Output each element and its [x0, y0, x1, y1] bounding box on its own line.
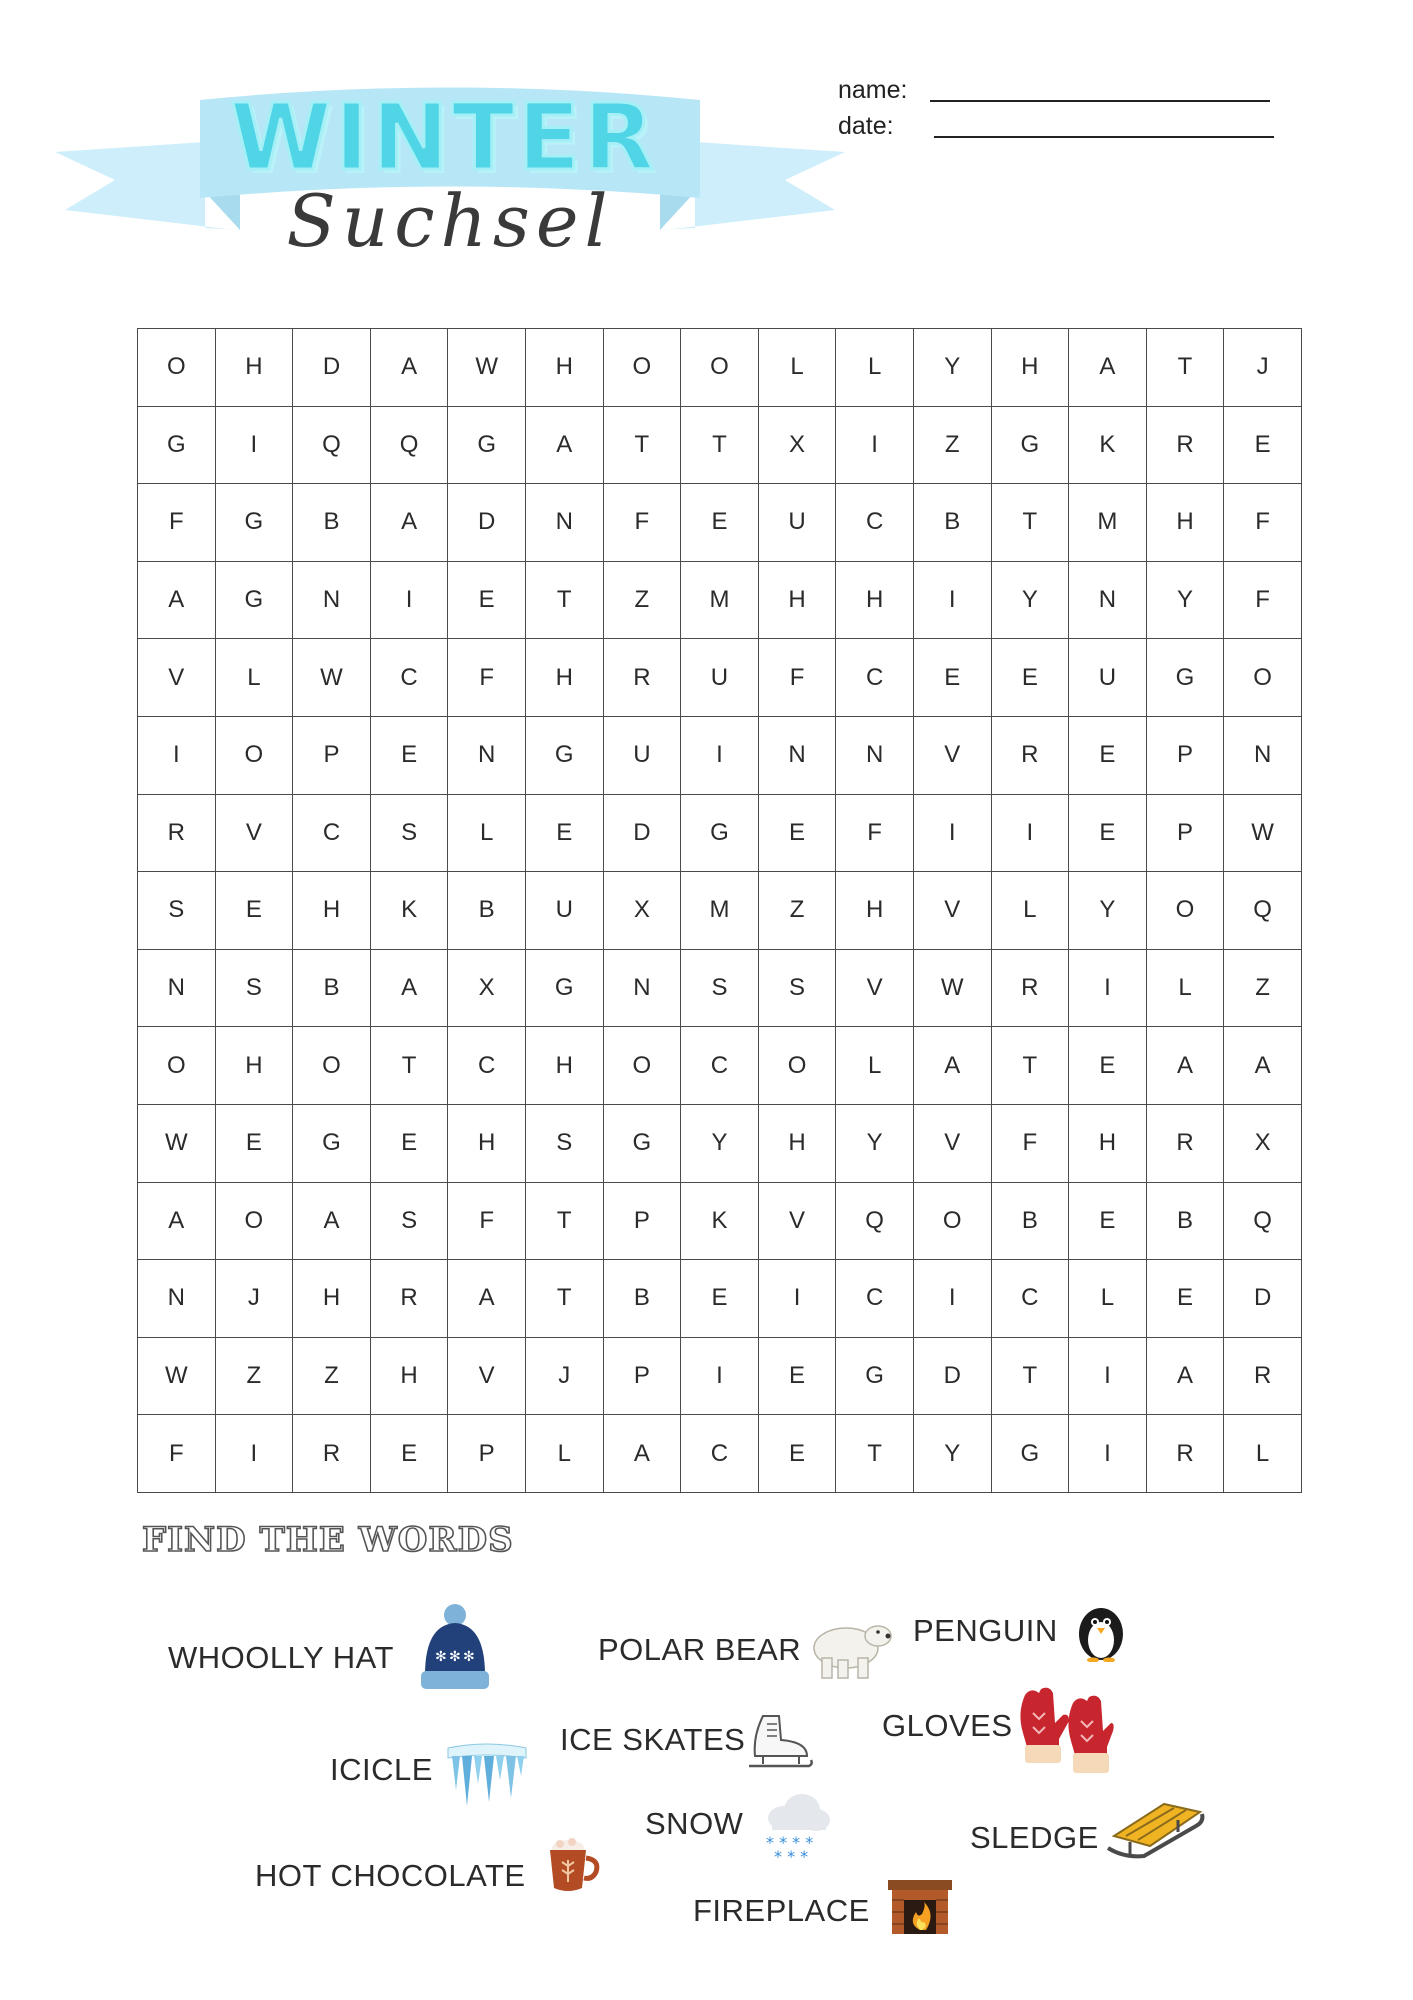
grid-cell[interactable]: N: [525, 484, 603, 562]
grid-cell[interactable]: E: [758, 1337, 836, 1415]
grid-cell[interactable]: E: [1069, 1027, 1147, 1105]
grid-cell[interactable]: S: [525, 1104, 603, 1182]
grid-cell[interactable]: M: [681, 872, 759, 950]
fireplace-icon: [886, 1878, 954, 1936]
grid-cell[interactable]: A: [1069, 329, 1147, 407]
grid-cell[interactable]: L: [1146, 949, 1224, 1027]
grid-cell[interactable]: A: [370, 484, 448, 562]
grid-cell[interactable]: Q: [370, 406, 448, 484]
grid-cell[interactable]: R: [1146, 1104, 1224, 1182]
svg-text:✻: ✻: [435, 1649, 447, 1665]
grid-cell[interactable]: C: [681, 1027, 759, 1105]
grid-row: [138, 329, 1302, 407]
grid-cell[interactable]: W: [1224, 794, 1302, 872]
grid-cell[interactable]: S: [681, 949, 759, 1027]
grid-cell[interactable]: P: [1146, 716, 1224, 794]
grid-cell[interactable]: A: [1224, 1027, 1302, 1105]
grid-cell[interactable]: M: [1069, 484, 1147, 562]
grid-cell[interactable]: H: [293, 1260, 371, 1338]
grid-row: [138, 406, 1302, 484]
grid-cell[interactable]: J: [1224, 329, 1302, 407]
word-snow: SNOW: [645, 1806, 744, 1841]
grid-cell[interactable]: N: [138, 1260, 216, 1338]
grid-cell[interactable]: B: [448, 872, 526, 950]
grid-cell[interactable]: R: [370, 1260, 448, 1338]
grid-cell[interactable]: A: [293, 1182, 371, 1260]
word-search-grid: [137, 328, 1302, 1493]
grid-row: [138, 1415, 1302, 1493]
grid-cell[interactable]: U: [603, 716, 681, 794]
grid-cell[interactable]: O: [138, 329, 216, 407]
grid-cell[interactable]: V: [913, 872, 991, 950]
page-subtitle: Suchsel: [286, 179, 614, 263]
grid-cell[interactable]: L: [758, 329, 836, 407]
grid-cell[interactable]: Z: [215, 1337, 293, 1415]
grid-cell[interactable]: T: [991, 1027, 1069, 1105]
svg-text:✻: ✻: [463, 1649, 475, 1665]
grid-cell[interactable]: W: [913, 949, 991, 1027]
grid-cell[interactable]: R: [293, 1415, 371, 1493]
grid-cell[interactable]: U: [525, 872, 603, 950]
name-field[interactable]: [930, 100, 1270, 102]
grid-cell[interactable]: S: [758, 949, 836, 1027]
grid-row: [138, 794, 1302, 872]
sledge-icon: [1104, 1796, 1208, 1866]
word-sledge: SLEDGE: [970, 1820, 1099, 1855]
grid-cell[interactable]: Z: [603, 561, 681, 639]
grid-cell[interactable]: A: [370, 329, 448, 407]
grid-cell[interactable]: V: [138, 639, 216, 717]
grid-cell[interactable]: G: [991, 1415, 1069, 1493]
grid-cell[interactable]: F: [1224, 484, 1302, 562]
grid-cell[interactable]: H: [836, 872, 914, 950]
grid-cell[interactable]: G: [293, 1104, 371, 1182]
grid-cell[interactable]: Y: [1069, 872, 1147, 950]
grid-cell[interactable]: N: [603, 949, 681, 1027]
grid-cell[interactable]: D: [913, 1337, 991, 1415]
hot-chocolate-icon: [540, 1832, 604, 1896]
grid-cell[interactable]: H: [525, 329, 603, 407]
grid-cell[interactable]: S: [138, 872, 216, 950]
grid-cell[interactable]: H: [758, 1104, 836, 1182]
grid-cell[interactable]: Q: [1224, 1182, 1302, 1260]
grid-cell[interactable]: I: [991, 794, 1069, 872]
grid-cell[interactable]: F: [836, 794, 914, 872]
snow-cloud-icon: [760, 1790, 834, 1864]
grid-cell[interactable]: A: [138, 1182, 216, 1260]
grid-cell[interactable]: M: [681, 561, 759, 639]
grid-cell[interactable]: A: [1146, 1337, 1224, 1415]
grid-cell[interactable]: P: [603, 1182, 681, 1260]
grid-cell[interactable]: V: [913, 1104, 991, 1182]
grid-cell[interactable]: C: [836, 639, 914, 717]
grid-cell[interactable]: O: [758, 1027, 836, 1105]
svg-text:✻: ✻: [449, 1649, 461, 1665]
word-ice-skates: ICE SKATES: [560, 1722, 746, 1757]
grid-cell[interactable]: G: [138, 406, 216, 484]
grid-cell[interactable]: A: [1146, 1027, 1224, 1105]
grid-cell[interactable]: F: [1224, 561, 1302, 639]
grid-cell[interactable]: J: [525, 1337, 603, 1415]
grid-cell[interactable]: F: [991, 1104, 1069, 1182]
gloves-icon: [1015, 1683, 1115, 1781]
grid-cell[interactable]: C: [836, 484, 914, 562]
grid-cell[interactable]: F: [138, 1415, 216, 1493]
grid-cell[interactable]: B: [603, 1260, 681, 1338]
grid-cell[interactable]: Z: [758, 872, 836, 950]
grid-cell[interactable]: V: [913, 716, 991, 794]
word-polar-bear: POLAR BEAR: [598, 1632, 802, 1667]
grid-cell[interactable]: O: [1224, 639, 1302, 717]
grid-cell[interactable]: C: [448, 1027, 526, 1105]
grid-cell[interactable]: A: [448, 1260, 526, 1338]
grid-cell[interactable]: L: [836, 329, 914, 407]
name-label: name:: [838, 76, 908, 104]
grid-cell[interactable]: B: [1146, 1182, 1224, 1260]
grid-cell[interactable]: H: [293, 872, 371, 950]
grid-cell[interactable]: T: [836, 1415, 914, 1493]
grid-cell[interactable]: E: [1069, 716, 1147, 794]
grid-cell[interactable]: E: [370, 1415, 448, 1493]
grid-cell[interactable]: Z: [913, 406, 991, 484]
grid-cell[interactable]: O: [138, 1027, 216, 1105]
grid-cell[interactable]: L: [836, 1027, 914, 1105]
grid-cell[interactable]: Y: [836, 1104, 914, 1182]
date-field[interactable]: [934, 136, 1274, 138]
grid-cell[interactable]: F: [448, 639, 526, 717]
grid-cell[interactable]: T: [991, 484, 1069, 562]
grid-cell[interactable]: I: [1069, 1337, 1147, 1415]
grid-cell[interactable]: E: [370, 1104, 448, 1182]
grid-cell[interactable]: T: [525, 1260, 603, 1338]
grid-cell[interactable]: V: [758, 1182, 836, 1260]
grid-cell[interactable]: G: [215, 484, 293, 562]
grid-cell[interactable]: N: [293, 561, 371, 639]
grid-cell[interactable]: I: [913, 1260, 991, 1338]
grid-cell[interactable]: I: [1069, 1415, 1147, 1493]
grid-cell[interactable]: S: [215, 949, 293, 1027]
grid-cell[interactable]: G: [681, 794, 759, 872]
grid-cell[interactable]: V: [836, 949, 914, 1027]
grid-cell[interactable]: T: [681, 406, 759, 484]
grid-cell[interactable]: R: [991, 716, 1069, 794]
grid-cell[interactable]: N: [1069, 561, 1147, 639]
grid-cell[interactable]: I: [138, 716, 216, 794]
grid-cell[interactable]: P: [603, 1337, 681, 1415]
beanie-icon: [415, 1603, 495, 1693]
penguin-icon: [1073, 1600, 1129, 1662]
grid-cell[interactable]: I: [758, 1260, 836, 1338]
grid-row: [138, 872, 1302, 950]
grid-cell[interactable]: K: [1069, 406, 1147, 484]
grid-cell[interactable]: L: [1069, 1260, 1147, 1338]
grid-cell[interactable]: I: [681, 1337, 759, 1415]
grid-cell[interactable]: R: [1224, 1337, 1302, 1415]
grid-row: [138, 1337, 1302, 1415]
grid-cell[interactable]: O: [1146, 872, 1224, 950]
grid-cell[interactable]: G: [991, 406, 1069, 484]
grid-cell[interactable]: X: [1224, 1104, 1302, 1182]
grid-cell[interactable]: B: [293, 484, 371, 562]
grid-row: [138, 484, 1302, 562]
grid-cell[interactable]: G: [525, 716, 603, 794]
grid-cell[interactable]: W: [138, 1337, 216, 1415]
grid-cell[interactable]: O: [681, 329, 759, 407]
grid-cell[interactable]: I: [913, 794, 991, 872]
grid-cell[interactable]: T: [991, 1337, 1069, 1415]
grid-cell[interactable]: E: [1069, 794, 1147, 872]
grid-cell[interactable]: Y: [913, 329, 991, 407]
page-title: WINTER: [230, 84, 658, 191]
grid-cell[interactable]: P: [293, 716, 371, 794]
grid-cell[interactable]: H: [991, 329, 1069, 407]
grid-cell[interactable]: L: [991, 872, 1069, 950]
grid-cell[interactable]: E: [758, 794, 836, 872]
grid-cell[interactable]: U: [681, 639, 759, 717]
grid-row: [138, 716, 1302, 794]
grid-cell[interactable]: E: [525, 794, 603, 872]
grid-cell[interactable]: E: [215, 872, 293, 950]
grid-cell[interactable]: G: [836, 1337, 914, 1415]
grid-cell[interactable]: R: [603, 639, 681, 717]
grid-cell[interactable]: E: [991, 639, 1069, 717]
grid-cell[interactable]: G: [1146, 639, 1224, 717]
grid-cell[interactable]: D: [448, 484, 526, 562]
grid-cell[interactable]: B: [293, 949, 371, 1027]
grid-cell[interactable]: R: [138, 794, 216, 872]
grid-cell[interactable]: I: [913, 561, 991, 639]
grid-cell[interactable]: X: [603, 872, 681, 950]
grid-cell[interactable]: O: [215, 1182, 293, 1260]
grid-cell[interactable]: W: [293, 639, 371, 717]
grid-cell[interactable]: O: [215, 716, 293, 794]
grid-cell[interactable]: I: [215, 1415, 293, 1493]
word-gloves: GLOVES: [882, 1708, 1013, 1743]
grid-cell[interactable]: E: [681, 1260, 759, 1338]
grid-row: [138, 561, 1302, 639]
polar-bear-icon: [808, 1612, 893, 1682]
grid-cell[interactable]: Q: [293, 406, 371, 484]
svg-text:* * * *: * * * *: [766, 1833, 814, 1852]
grid-cell[interactable]: G: [525, 949, 603, 1027]
grid-cell[interactable]: Z: [293, 1337, 371, 1415]
grid-cell[interactable]: D: [1224, 1260, 1302, 1338]
grid-cell[interactable]: K: [370, 872, 448, 950]
grid-cell[interactable]: O: [913, 1182, 991, 1260]
grid-cell[interactable]: H: [215, 329, 293, 407]
grid-cell[interactable]: L: [448, 794, 526, 872]
find-the-words-heading: FIND THE WORDS: [142, 1520, 514, 1560]
grid-cell[interactable]: T: [1146, 329, 1224, 407]
grid-row: [138, 1182, 1302, 1260]
grid-cell[interactable]: W: [138, 1104, 216, 1182]
grid-cell[interactable]: O: [293, 1027, 371, 1105]
grid-cell[interactable]: F: [603, 484, 681, 562]
grid-cell[interactable]: U: [1069, 639, 1147, 717]
grid-row: [138, 1104, 1302, 1182]
grid-cell[interactable]: H: [836, 561, 914, 639]
grid-cell[interactable]: F: [138, 484, 216, 562]
grid-cell[interactable]: H: [370, 1337, 448, 1415]
grid-cell[interactable]: C: [370, 639, 448, 717]
word-whoolly-hat: WHOOLLY HAT: [168, 1640, 394, 1675]
grid-cell[interactable]: T: [525, 1182, 603, 1260]
grid-cell[interactable]: L: [525, 1415, 603, 1493]
grid-cell[interactable]: J: [215, 1260, 293, 1338]
grid-cell[interactable]: A: [913, 1027, 991, 1105]
grid-cell[interactable]: H: [215, 1027, 293, 1105]
grid-cell[interactable]: T: [370, 1027, 448, 1105]
grid-cell[interactable]: G: [603, 1104, 681, 1182]
grid-cell[interactable]: L: [1224, 1415, 1302, 1493]
grid-cell[interactable]: A: [370, 949, 448, 1027]
grid-cell[interactable]: K: [681, 1182, 759, 1260]
grid-cell[interactable]: R: [991, 949, 1069, 1027]
grid-cell[interactable]: E: [758, 1415, 836, 1493]
grid-cell[interactable]: L: [215, 639, 293, 717]
grid-cell[interactable]: Y: [1146, 561, 1224, 639]
grid-cell[interactable]: E: [370, 716, 448, 794]
grid-cell[interactable]: S: [370, 794, 448, 872]
grid-cell[interactable]: C: [991, 1260, 1069, 1338]
grid-cell[interactable]: E: [1069, 1182, 1147, 1260]
grid-cell[interactable]: Y: [681, 1104, 759, 1182]
word-icicle: ICICLE: [330, 1752, 433, 1787]
grid-cell[interactable]: A: [138, 561, 216, 639]
grid-cell[interactable]: N: [138, 949, 216, 1027]
grid-cell[interactable]: N: [758, 716, 836, 794]
grid-cell[interactable]: E: [448, 561, 526, 639]
grid-cell[interactable]: G: [448, 406, 526, 484]
svg-text:* * *: * * *: [774, 1847, 809, 1864]
grid-row: [138, 1260, 1302, 1338]
grid-cell[interactable]: P: [448, 1415, 526, 1493]
grid-cell[interactable]: F: [448, 1182, 526, 1260]
grid-row: [138, 949, 1302, 1027]
grid-cell[interactable]: N: [448, 716, 526, 794]
grid-cell[interactable]: D: [293, 329, 371, 407]
grid-cell[interactable]: P: [1146, 794, 1224, 872]
grid-cell[interactable]: O: [603, 329, 681, 407]
word-fireplace: FIREPLACE: [693, 1893, 870, 1928]
grid-cell[interactable]: D: [603, 794, 681, 872]
grid-cell[interactable]: B: [913, 484, 991, 562]
grid-cell[interactable]: X: [758, 406, 836, 484]
grid-cell[interactable]: H: [1069, 1104, 1147, 1182]
grid-cell[interactable]: H: [758, 561, 836, 639]
grid-cell[interactable]: E: [913, 639, 991, 717]
grid-cell[interactable]: U: [758, 484, 836, 562]
grid-cell[interactable]: Z: [1224, 949, 1302, 1027]
grid-cell[interactable]: B: [991, 1182, 1069, 1260]
grid-cell[interactable]: R: [1146, 406, 1224, 484]
grid-cell[interactable]: E: [681, 484, 759, 562]
grid-cell[interactable]: Q: [836, 1182, 914, 1260]
grid-cell[interactable]: V: [448, 1337, 526, 1415]
grid-cell[interactable]: A: [525, 406, 603, 484]
grid-cell[interactable]: N: [836, 716, 914, 794]
grid-cell[interactable]: I: [1069, 949, 1147, 1027]
grid-cell[interactable]: X: [448, 949, 526, 1027]
grid-cell[interactable]: I: [836, 406, 914, 484]
grid-cell[interactable]: H: [448, 1104, 526, 1182]
grid-cell[interactable]: E: [1224, 406, 1302, 484]
word-hot-chocolate: HOT CHOCOLATE: [255, 1858, 526, 1893]
grid-cell[interactable]: Y: [913, 1415, 991, 1493]
grid-cell[interactable]: W: [448, 329, 526, 407]
grid-cell[interactable]: Q: [1224, 872, 1302, 950]
grid-cell[interactable]: I: [215, 406, 293, 484]
ice-skate-icon: [745, 1712, 815, 1774]
grid-cell[interactable]: O: [603, 1027, 681, 1105]
grid-cell[interactable]: E: [215, 1104, 293, 1182]
grid-cell[interactable]: E: [1146, 1260, 1224, 1338]
grid-cell[interactable]: C: [836, 1260, 914, 1338]
word-penguin: PENGUIN: [913, 1613, 1058, 1648]
grid-cell[interactable]: Y: [991, 561, 1069, 639]
grid-cell[interactable]: T: [525, 561, 603, 639]
grid-cell[interactable]: H: [525, 639, 603, 717]
grid-cell[interactable]: I: [370, 561, 448, 639]
grid-cell[interactable]: I: [681, 716, 759, 794]
grid-cell[interactable]: T: [603, 406, 681, 484]
date-label: date:: [838, 112, 894, 140]
grid-cell[interactable]: R: [1146, 1415, 1224, 1493]
grid-cell[interactable]: H: [525, 1027, 603, 1105]
grid-cell[interactable]: H: [1146, 484, 1224, 562]
grid-cell[interactable]: C: [681, 1415, 759, 1493]
grid-cell[interactable]: C: [293, 794, 371, 872]
grid-row: [138, 1027, 1302, 1105]
grid-cell[interactable]: V: [215, 794, 293, 872]
grid-row: [138, 639, 1302, 717]
icicle-icon: [446, 1740, 528, 1808]
grid-cell[interactable]: F: [758, 639, 836, 717]
grid-cell[interactable]: S: [370, 1182, 448, 1260]
grid-cell[interactable]: N: [1224, 716, 1302, 794]
grid-cell[interactable]: A: [603, 1415, 681, 1493]
grid-cell[interactable]: G: [215, 561, 293, 639]
